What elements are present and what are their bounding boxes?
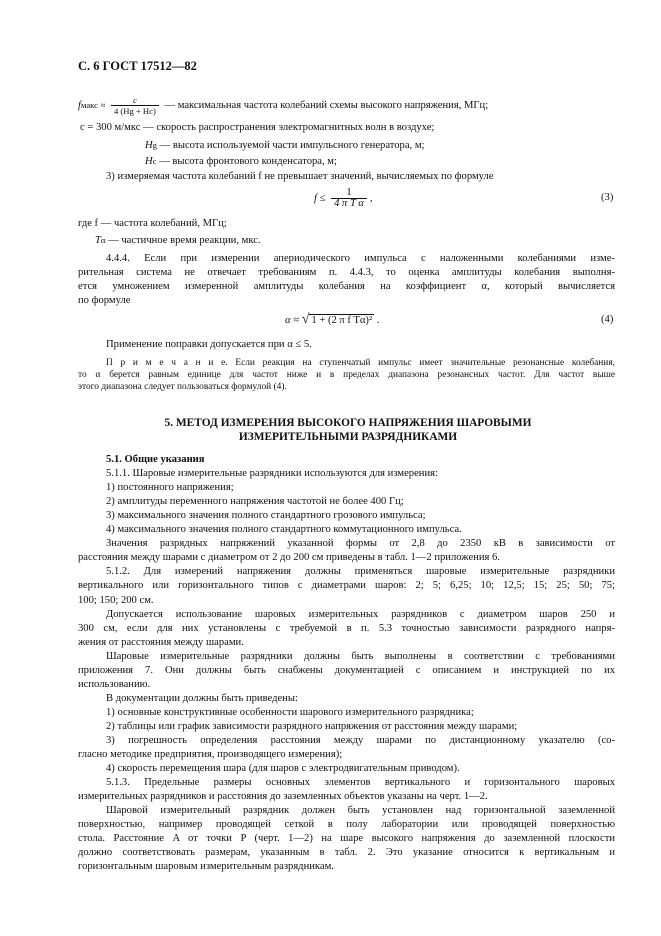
body-line: 5.1.2. Для измерений напряжения должны применяться шаровые измерительные разрядники — [106, 566, 615, 578]
body-line: Значения разрядных напряжений указанной формы от 2,8 до 2350 кВ в зависимости от — [106, 538, 615, 550]
body-line: жения от расстояния между шарами. — [78, 636, 244, 648]
body-line: 4) максимального значения полного стандартного коммутационного импульса. — [106, 524, 462, 536]
body-line: 2) таблицы или график зависимости разрядного напряжения от расстояния между шарами; — [106, 720, 518, 732]
eq3-fraction — [331, 188, 367, 209]
body-line: 1) основные конструктивные особенности шарового измерительного разрядника; — [106, 706, 474, 718]
item-3: 3) измеряемая частота колебаний f не превышает значений, вычисляемых по формуле — [106, 171, 494, 182]
fmax-fraction — [111, 95, 159, 116]
eq3-denominator: 4 π T α — [334, 198, 364, 209]
body-line: использованию. — [78, 678, 151, 690]
hg-subscript: g — [152, 140, 157, 150]
p444-line-4: по формуле — [78, 295, 131, 306]
body-line: гласно методике предприятия, производящего измерения); — [78, 749, 343, 760]
body-line: горизонтальным шаровым измерительным разрядникам. — [78, 861, 334, 873]
body-line: 100; 150; 200 см. — [78, 594, 154, 606]
def-hc: Hc — высота фронтового конденсатора, м; — [145, 156, 337, 167]
eq4-lhs: α ≈ — [285, 315, 300, 326]
body-line: измерительных разрядников и расстояния до заземленных объектов указаны на черт. 1—2. — [78, 791, 488, 803]
body-line: поверхностью, например проводящей сеткой в полу лаборатории или проводящей поверхностью — [78, 819, 615, 831]
eq3-tail: , — [369, 192, 373, 204]
body-line: 4) скорость перемещения шара (для шаров с электродвигательным приводом). — [106, 763, 460, 774]
equation-4-number: (4) — [601, 314, 614, 325]
body-line: Шаровой измерительный разрядник должен быть установлен над горизонтальной заземленной — [106, 805, 615, 817]
def-fmax: fмакс ≈ $\frac{c}{4 (Hg + Hc)}$ — максимальная частота колебаний схемы высокого напряжения, МГц; — [78, 95, 489, 116]
p444-line-2: рительная система не отвечает требованиям п. 4.4.3, то оценка амплитуды колебания выполня- — [78, 267, 615, 278]
body-line: 3) погрешность определения расстояния между шарами по дистанционному указателю (со- — [106, 735, 615, 746]
body-line: стола. Расстояние A от точки P (черт. 1—2) на шаре высокого напряжения до заземленной плоскости — [78, 833, 615, 845]
body-line: В документации должны быть приведены: — [106, 692, 298, 704]
body-line: должно соответствовать размерам, указанным в табл. 2. Это указание относится к вертикальным и — [78, 847, 615, 859]
body-line: 5.1.3. Предельные размеры основных элементов вертикального и горизонтального шаровых — [106, 777, 615, 789]
hg-text: — высота используемой части импульсного генератора, м; — [156, 140, 425, 151]
equation-4: α ≈ √ 1 + (2 π f Tα)² . — [285, 312, 380, 327]
body-line: Допускается использование шаровых измерительных разрядников с диаметром шаров 250 и — [106, 608, 615, 620]
body-line: приложения 7. Они должны быть снабжены документацией с описанием и инструкцией по их — [78, 664, 615, 676]
equation-3-number: (3) — [601, 192, 614, 203]
body-line: 1) постоянного напряжения; — [106, 482, 234, 494]
fmax-numerator: c — [111, 95, 159, 106]
eq4-radicand: 1 + (2 π f Tα)² — [311, 315, 373, 326]
fmax-text: — максимальная частота колебаний схемы высокого напряжения, МГц; — [164, 99, 489, 111]
note-line-3: этого диапазона следует пользоваться формулой (4). — [78, 382, 287, 392]
p444-line-3: ется умножением измеренной амплитуды колебания на коэффициент α, который вычисляется — [78, 281, 615, 292]
body-line: вертикального или горизонтального типов с диаметрами шаров: 2; 5; 6,25; 10; 12,5; 15; 25; 50; 75; — [78, 580, 615, 592]
def-c: c = 300 м/мкс — скорость распространения электромагнитных волн в воздухе; — [80, 122, 435, 133]
ta-subscript: α — [100, 235, 106, 245]
fmax-subscript: макс — [80, 99, 98, 110]
ta-symbol: T — [95, 235, 101, 246]
page-header: С. 6 ГОСТ 17512—82 — [78, 59, 197, 73]
p444-line-1: 4.4.4. Если при измерении апериодического импульса с наложенными колебаниями изме- — [106, 253, 615, 264]
hc-subscript: c — [152, 156, 157, 166]
body-line: 300 см, если для них установлены с требуемой в п. 5.3 точностью зависимости разрядного напря- — [78, 622, 615, 634]
body-line: 3) максимального значения полного стандартного грозового импульса; — [106, 510, 426, 522]
section-5-title-1: 5. МЕТОД ИЗМЕРЕНИЯ ВЫСОКОГО НАПРЯЖЕНИЯ ШАРОВЫМИ — [164, 417, 532, 429]
body-line: Шаровые измерительные разрядники должны быть выполнены в соответствии с требованиями — [106, 650, 615, 662]
subsection-5-1: 5.1. Общие указания — [106, 454, 205, 465]
note-line-1: П р и м е ч а н и е. Если реакция на ступенчатый импульс имеет значительные резонансные колебания, — [106, 358, 615, 368]
body-line: расстояния между шарами с диаметром от 2 до 200 см приведены в табл. 1—2 приложения 6. — [78, 552, 500, 564]
equation-3 — [314, 188, 373, 209]
ta-text: — частичное время реакции, мкс. — [108, 235, 261, 246]
eq3-numerator: 1 — [331, 188, 367, 199]
where-f: где f — частота колебаний, МГц; — [78, 218, 227, 229]
section-5-title-2: ИЗМЕРИТЕЛЬНЫМИ РАЗРЯДНИКАМИ — [238, 431, 458, 443]
def-hg: Hg — высота используемой части импульсного генератора, м; — [145, 140, 425, 151]
body-line: 2) амплитуды переменного напряжения частотой не более 400 Гц; — [106, 496, 404, 508]
note-line-2: то α берется равным единице для частот ниже и в пределах диапазона резонансных частот. Для частот выше — [78, 370, 615, 380]
apply-limit: Применение поправки допускается при α ≤ 5. — [106, 339, 312, 350]
where-ta — [95, 234, 261, 247]
hc-text: — высота фронтового конденсатора, м; — [156, 156, 337, 167]
eq3-lhs: f ≤ — [314, 192, 326, 204]
eq4-tail: . — [376, 315, 380, 326]
fmax-denominator: 4 (Hg + Hc) — [113, 106, 156, 116]
body-line: 5.1.1. Шаровые измерительные разрядники используются для измерения: — [106, 468, 438, 479]
